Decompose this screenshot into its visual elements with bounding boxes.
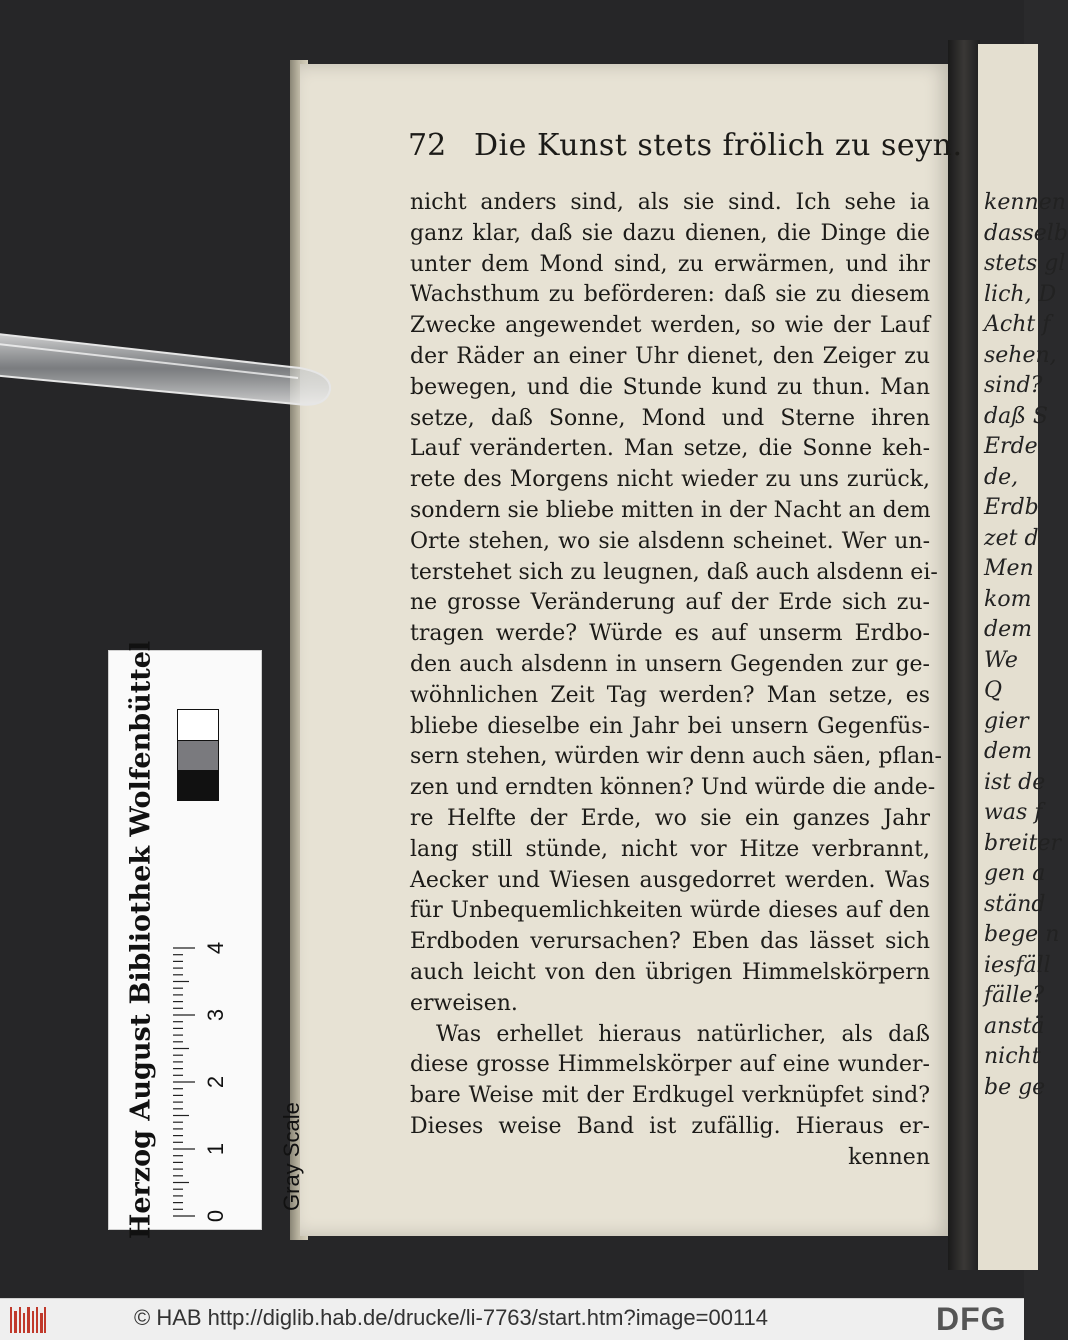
text-line: erweisen. bbox=[410, 990, 518, 1016]
gray-swatch bbox=[177, 769, 219, 801]
next-page-text-fragment: nicht bbox=[984, 1044, 1041, 1069]
next-page-text-fragment: de, bbox=[984, 464, 1019, 490]
next-page-text-fragment: be ge bbox=[984, 1074, 1046, 1100]
next-page-text-fragment: sehen, bbox=[984, 342, 1057, 368]
text-line: setze, daß Sonne, Mond und Sterne ihren bbox=[410, 405, 930, 431]
next-page-text-fragment: daß S bbox=[984, 403, 1048, 429]
running-header bbox=[408, 128, 963, 176]
next-page-text-fragment: ständ bbox=[984, 891, 1046, 917]
gray-swatch bbox=[177, 739, 219, 771]
ruler-number: 0 bbox=[203, 1209, 228, 1223]
text-line: diese grosse Himmelskörper auf eine wunder- bbox=[410, 1052, 930, 1078]
text-line: Was erhellet hieraus natürlicher, als daß bbox=[436, 1021, 930, 1047]
next-page-text-fragment: kom bbox=[984, 586, 1032, 612]
next-page-text-fragment: kennen bbox=[984, 190, 1066, 215]
gray-scale-label: Gray Scale bbox=[279, 1102, 304, 1211]
next-page-text-fragment: Q bbox=[984, 678, 1003, 703]
next-page-text-fragment: dasselb bbox=[984, 220, 1068, 246]
next-page-fragment bbox=[978, 44, 1068, 1270]
next-page-text-fragment: gen a bbox=[984, 861, 1046, 886]
text-line: nicht anders sind, als sie sind. Ich sehe ia bbox=[410, 190, 930, 215]
next-page-text-fragment: Erde bbox=[984, 434, 1038, 459]
next-page-text-fragment: ist de bbox=[984, 769, 1046, 795]
ruler-number: 1 bbox=[203, 1142, 228, 1156]
next-page-text-fragment: zet d bbox=[984, 525, 1039, 551]
text-line: re Helfte der Erde, wo sie ein ganzes Jahr bbox=[410, 805, 930, 831]
ruler-number: 4 bbox=[203, 941, 228, 955]
text-line: lang still stünde, nicht vor Hitze verbrannt, bbox=[410, 836, 930, 862]
next-page-text-fragment: stets gl bbox=[984, 251, 1066, 276]
text-line: tragen werde? Würde es auf unserm Erdbo- bbox=[410, 621, 930, 647]
next-page-text-fragment: dem bbox=[984, 739, 1032, 764]
text-line: zen und erndten können? Und würde die ande- bbox=[410, 775, 936, 801]
next-page-text-fragment: lich, D bbox=[984, 281, 1057, 307]
text-line: Aecker und Wiesen ausgedorret werden. Was bbox=[410, 867, 930, 893]
text-line: ganz klar, daß sie dazu dienen, die Dinge die bbox=[410, 220, 930, 246]
ruler-number: 3 bbox=[203, 1008, 228, 1022]
text-line: der Räder an einer Uhr dienet, den Zeiger zu bbox=[410, 343, 930, 369]
next-page-text-fragment: iesfäll bbox=[984, 952, 1051, 978]
next-page-text-fragment: anstä bbox=[984, 1013, 1045, 1039]
text-line: den auch alsdenn in unsern Gegenden zur ge- bbox=[410, 651, 930, 677]
next-page-text-fragment: bege n bbox=[984, 922, 1060, 947]
body-text bbox=[410, 188, 942, 1174]
text-line: wöhnlichen Zeit Tag werden? Man setze, es bbox=[410, 682, 930, 708]
barcode-icon bbox=[10, 1307, 46, 1333]
ruler-institution-label: Herzog August Bibliothek Wolfenbüttel bbox=[125, 640, 157, 1240]
next-page-text-fragment: fälle? bbox=[984, 983, 1045, 1008]
running-title: Die Kunst stets frölich zu seyn. bbox=[474, 128, 963, 163]
text-line: Zwecke angewendet werden, so wie der Lauf bbox=[410, 313, 930, 339]
next-page-text-fragment: gier bbox=[984, 708, 1029, 734]
text-line: bare Weise mit der Erdkugel verknüpfet sind? bbox=[410, 1083, 930, 1109]
next-page-text-fragment: Men bbox=[984, 556, 1034, 581]
dfg-logo: DFG bbox=[936, 1301, 1007, 1337]
color-scale-ruler bbox=[108, 640, 304, 1240]
text-line: terstehet sich zu leugnen, daß auch alsdenn ei- bbox=[410, 559, 938, 585]
glass-page-holder bbox=[0, 318, 350, 408]
text-line: Wachsthum zu beförderen: daß sie zu diesem bbox=[410, 282, 930, 308]
next-page-text-fragment: breiter bbox=[984, 830, 1062, 856]
text-line: auch leicht von den übrigen Himmelskörpern bbox=[410, 959, 930, 985]
text-line: für Unbequemlichkeiten würde dieses auf den bbox=[410, 898, 930, 924]
next-page-text-fragment: Acht f bbox=[984, 312, 1051, 337]
text-line: bewegen, und die Stunde kund zu thun. Man bbox=[410, 374, 930, 400]
text-line: rete des Morgens nicht wieder zu uns zurück, bbox=[410, 467, 930, 493]
copyright-url: © HAB http://diglib.hab.de/drucke/li-7763/start.htm?image=00114 bbox=[134, 1305, 769, 1330]
text-line: Orte stehen, wo sie alsdenn scheinet. Wer un- bbox=[410, 528, 930, 554]
next-page-text-fragment: dem bbox=[984, 617, 1032, 642]
page-number: 72 bbox=[408, 128, 447, 163]
next-page-text-fragment: sind? bbox=[984, 373, 1043, 398]
text-line: unter dem Mond sind, zu erwärmen, und ihr bbox=[410, 251, 930, 277]
next-page-text-fragment: was f bbox=[984, 800, 1043, 825]
text-line: bliebe dieselbe ein Jahr bei unsern Gegenfüs- bbox=[410, 713, 930, 739]
next-page-text-fragment: Erdb bbox=[984, 495, 1039, 520]
text-line: Dieses weise Band ist zufällig. Hieraus er- bbox=[410, 1113, 930, 1139]
ruler-number: 2 bbox=[203, 1075, 228, 1089]
text-line: Erdboden verursachen? Eben das lässet sich bbox=[410, 929, 930, 955]
text-line: sern stehen, würden wir denn auch säen, pflan- bbox=[410, 744, 942, 770]
book-gutter bbox=[948, 40, 980, 1270]
catchword: kennen bbox=[848, 1144, 930, 1170]
next-page-text-fragment: We bbox=[984, 647, 1018, 673]
text-line: Lauf veränderten. Man setze, die Sonne keh- bbox=[410, 436, 930, 462]
text-line: ne grosse Veränderung auf der Erde sich zu- bbox=[410, 590, 930, 616]
footer-bar bbox=[0, 1298, 1024, 1340]
text-line: sondern sie bliebe mitten in der Nacht an dem bbox=[410, 497, 931, 523]
gray-swatch bbox=[177, 709, 219, 741]
